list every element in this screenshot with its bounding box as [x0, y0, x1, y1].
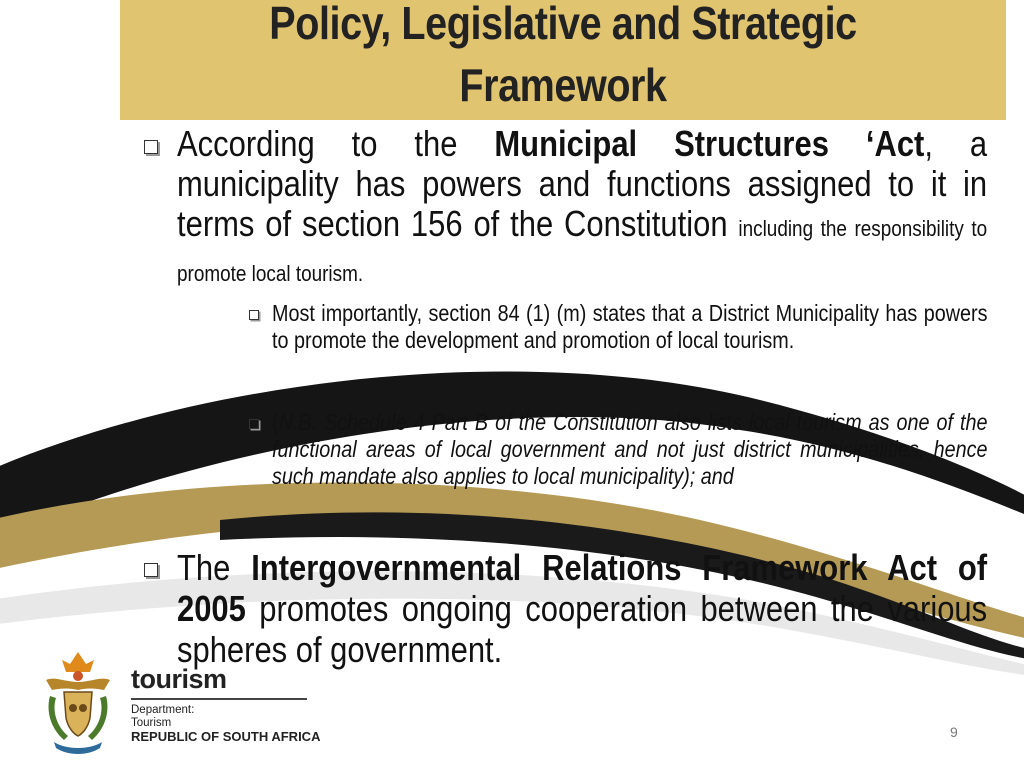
logo-line-rsa: REPUBLIC OF SOUTH AFRICA [131, 729, 321, 744]
logo-department-text [131, 704, 320, 743]
bullet-text: , a municipality has powers and functions assigned to it in terms of section 156 of the Constitution [177, 123, 988, 244]
checkbox-bullet-icon [144, 563, 158, 577]
checkbox-bullet-icon [249, 419, 259, 429]
sub-bullet-schedule-4 [272, 409, 988, 490]
logo-line-tourism: Tourism [131, 717, 172, 729]
bullet-text: promotes ongoing cooperation between the various spheres of government. [177, 588, 988, 670]
italic-note: N.B. Schedule 4 Part B of the Constitution also lists local tourism as one of the functional areas of local government and not just district municipalities, hence such mandate also applies to local municipality); and [272, 409, 988, 489]
sub-bullet-section-84: Most importantly, section 84 (1) (m) states that a District Municipality has powers to promote the development and promotion of local tourism. [272, 300, 988, 353]
logo-divider [131, 698, 307, 700]
small-text: including the responsibility to promote local tourism. [177, 216, 988, 286]
bullet-text: The [177, 547, 252, 588]
checkbox-bullet-icon [144, 140, 158, 154]
bullet-municipal-structures [177, 124, 987, 294]
slide-title: Policy, Legislative and Strategic Framework [269, 0, 857, 111]
bold-act-name: Municipal Structures ‘Act [494, 123, 925, 164]
logo-wordmark: tourism [131, 664, 227, 694]
page-number: 9 [950, 724, 958, 740]
checkbox-bullet-icon [249, 310, 259, 320]
logo-line-department: Department: [131, 704, 195, 716]
bullet-text: According to the [177, 123, 495, 164]
bold-act-name: Intergovernmental Relations Framework Act of 2005 [177, 547, 988, 629]
paren-open: ( [272, 409, 279, 435]
